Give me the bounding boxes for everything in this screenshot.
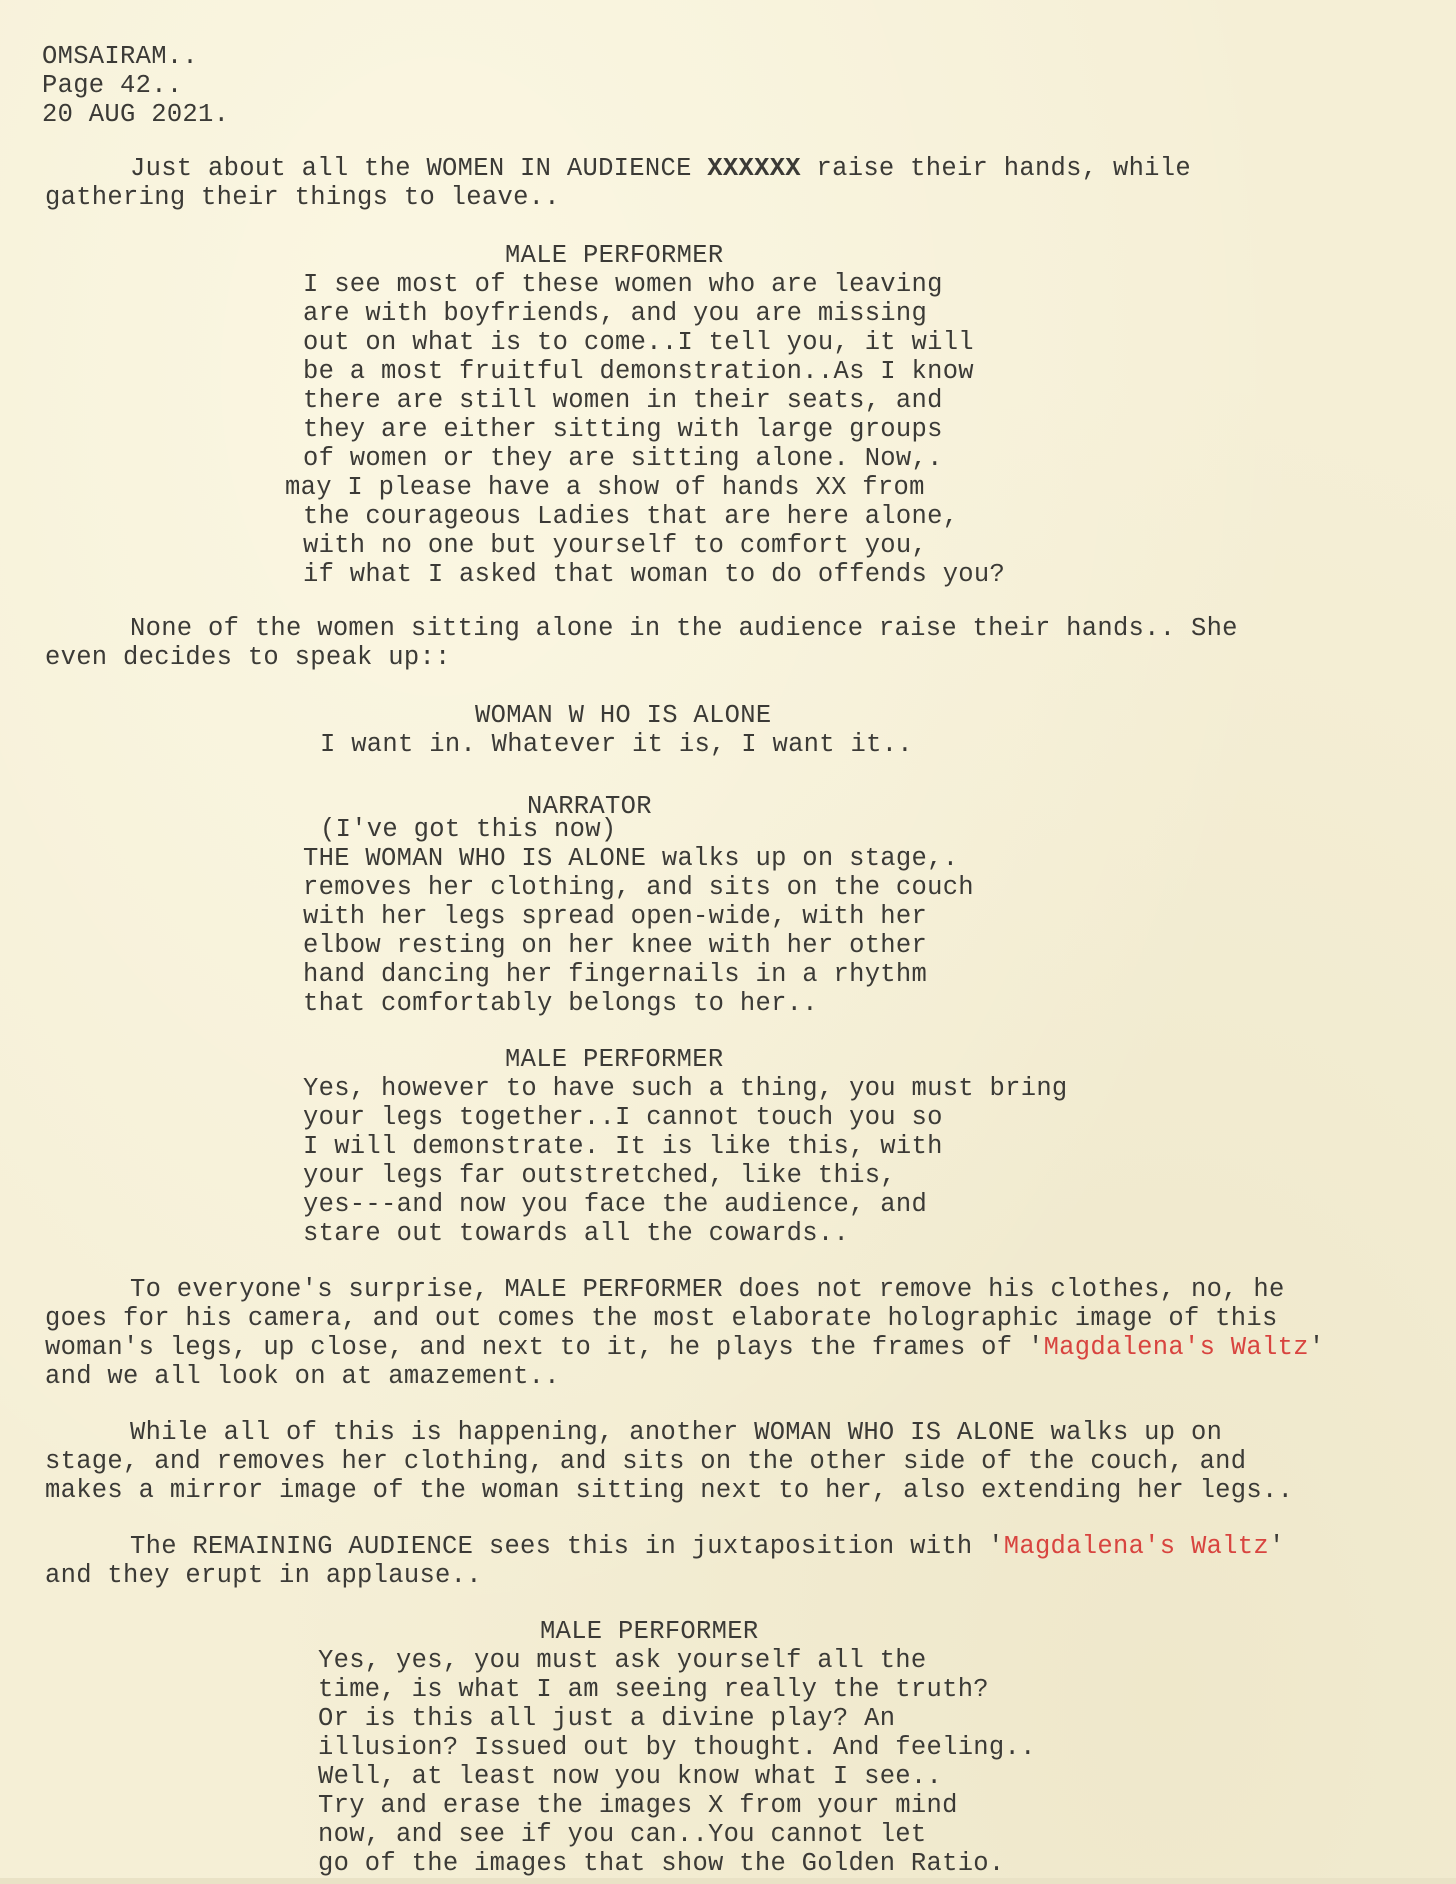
dialogue-line: be a most fruitful demonstration..As I know bbox=[303, 357, 974, 386]
action-4-line-1: While all of this is happening, another WOMAN WHO IS ALONE walks up on bbox=[130, 1418, 1223, 1447]
action-3-line-3 bbox=[45, 1333, 1324, 1362]
character-name: WOMAN W HO IS ALONE bbox=[475, 701, 772, 730]
dialogue-line: I want in. Whatever it is, I want it.. bbox=[320, 730, 913, 759]
dialogue-line: go of the images that show the Golden Ratio. bbox=[318, 1849, 1005, 1878]
character-name: MALE PERFORMER bbox=[505, 241, 724, 270]
dialogue-line: yes---and now you face the audience, and bbox=[303, 1190, 928, 1219]
dialogue-line: now, and see if you can..You cannot let bbox=[318, 1820, 927, 1849]
action-1-text-b: raise their hands, while bbox=[800, 154, 1191, 183]
dialogue-line: Yes, however to have such a thing, you must bring bbox=[303, 1074, 1068, 1103]
dialogue-line: I will demonstrate. It is like this, with bbox=[303, 1132, 943, 1161]
page-bottom-edge bbox=[0, 1878, 1456, 1884]
dialogue-line: may I please have a show of hands XX from bbox=[285, 473, 925, 502]
dialogue-line: your legs together..I cannot touch you so bbox=[303, 1103, 943, 1132]
dialogue-line: hand dancing her fingernails in a rhythm bbox=[303, 960, 928, 989]
dialogue-line: Well, at least now you know what I see.. bbox=[318, 1762, 943, 1791]
action-4-line-2: stage, and removes her clothing, and sits on the other side of the couch, and bbox=[45, 1447, 1247, 1476]
dialogue-line: they are either sitting with large groups bbox=[303, 415, 943, 444]
action-2-line-1: None of the women sitting alone in the audience raise their hands.. She bbox=[130, 614, 1238, 643]
dialogue-line: of women or they are sitting alone. Now,. bbox=[303, 444, 943, 473]
dialogue-line: that comfortably belongs to her.. bbox=[303, 989, 818, 1018]
dialogue-line: elbow resting on her knee with her other bbox=[303, 931, 928, 960]
dialogue-line: I see most of these women who are leaving bbox=[303, 270, 943, 299]
action-1-text-a: Just about all the WOMEN IN AUDIENCE bbox=[130, 154, 708, 183]
dialogue-line: illusion? Issued out by thought. And feeling.. bbox=[318, 1733, 1036, 1762]
dialogue-line: your legs far outstretched, like this, bbox=[303, 1161, 896, 1190]
page-number: Page 42.. bbox=[42, 71, 183, 100]
dialogue-line: Try and erase the images X from your mind bbox=[318, 1791, 958, 1820]
dialogue-line: stare out towards all the cowards.. bbox=[303, 1219, 850, 1248]
dialogue-line: with no one but yourself to comfort you, bbox=[303, 531, 928, 560]
song-title: Magdalena's Waltz bbox=[1003, 1532, 1269, 1561]
action-4-line-3: makes a mirror image of the woman sitting next to her, also extending her legs.. bbox=[45, 1476, 1294, 1505]
action-5-text-a: The REMAINING AUDIENCE sees this in juxtaposition with ' bbox=[130, 1532, 1004, 1561]
action-3-text-a: woman's legs, up close, and next to it, he plays the frames of ' bbox=[45, 1333, 1044, 1362]
dialogue-line: THE WOMAN WHO IS ALONE walks up on stage,. bbox=[303, 844, 959, 873]
parenthetical: (I've got this now) bbox=[320, 815, 617, 844]
character-name: MALE PERFORMER bbox=[540, 1617, 759, 1646]
dialogue-line: Yes, yes, you must ask yourself all the bbox=[318, 1646, 927, 1675]
action-1-line-2: gathering their things to leave.. bbox=[45, 183, 560, 212]
action-3-line-1: To everyone's surprise, MALE PERFORMER does not remove his clothes, no, he bbox=[130, 1275, 1285, 1304]
dialogue-line: time, is what I am seeing really the truth? bbox=[318, 1675, 989, 1704]
dialogue-line: Or is this all just a divine play? An bbox=[318, 1704, 896, 1733]
header-date: 20 AUG 2021. bbox=[42, 100, 230, 129]
action-3-line-2: goes for his camera, and out comes the most elaborate holographic image of this bbox=[45, 1304, 1278, 1333]
action-3-text-b: ' bbox=[1308, 1333, 1325, 1362]
header-title: OMSAIRAM.. bbox=[42, 42, 199, 71]
dialogue-line: are with boyfriends, and you are missing bbox=[303, 299, 928, 328]
action-1-line-1 bbox=[130, 154, 1191, 183]
dialogue-line: there are still women in their seats, and bbox=[303, 386, 943, 415]
action-5-text-b: ' bbox=[1269, 1532, 1285, 1561]
action-5-line-2: and they erupt in applause.. bbox=[45, 1561, 482, 1590]
song-title: Magdalena's Waltz bbox=[1043, 1333, 1309, 1362]
character-name: MALE PERFORMER bbox=[505, 1045, 724, 1074]
dialogue-line: with her legs spread open-wide, with her bbox=[303, 902, 928, 931]
character-name: NARRATOR bbox=[527, 792, 652, 821]
dialogue-line: removes her clothing, and sits on the couch bbox=[303, 873, 974, 902]
action-2-line-2: even decides to speak up:: bbox=[45, 643, 451, 672]
dialogue-line: the courageous Ladies that are here alone, bbox=[303, 502, 959, 531]
action-3-line-4: and we all look on at amazement.. bbox=[45, 1362, 560, 1391]
action-5-line-1 bbox=[130, 1532, 1285, 1561]
dialogue-line: out on what is to come..I tell you, it will bbox=[303, 328, 974, 357]
struck-out-text: XXXXXX bbox=[707, 154, 801, 183]
dialogue-line: if what I asked that woman to do offends you? bbox=[303, 560, 1006, 589]
